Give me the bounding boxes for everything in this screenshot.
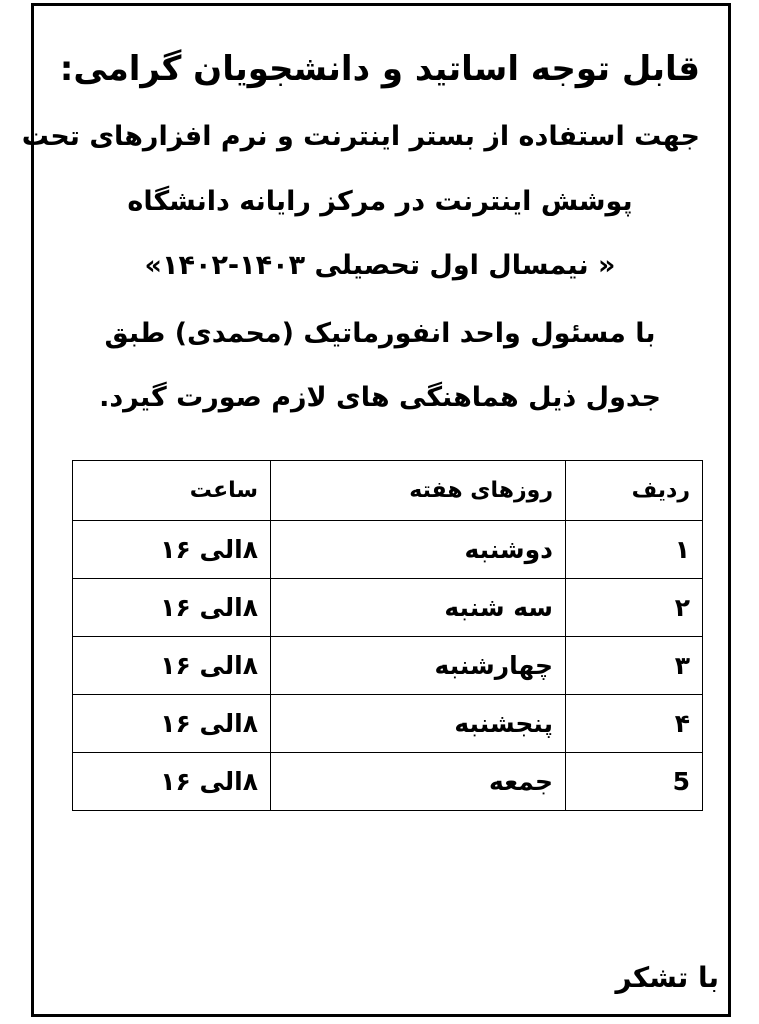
notice-title: قابل توجه اساتید و دانشجویان گرامی:: [59, 49, 700, 89]
notice-line-5: جدول ذیل هماهنگی های لازم صورت گیرد.: [99, 382, 661, 413]
header-hours: ساعت: [73, 461, 271, 521]
row-hours: ۸الی ۱۶: [73, 753, 271, 811]
header-weekdays: روزهای هفته: [271, 461, 566, 521]
row-day: سه شنبه: [271, 579, 566, 637]
table-row: [73, 579, 703, 637]
row-day: جمعه: [271, 753, 566, 811]
row-day: پنجشنبه: [271, 695, 566, 753]
table-row: [73, 637, 703, 695]
row-hours: ۸الی ۱۶: [73, 695, 271, 753]
row-number: ۱: [566, 521, 703, 579]
notice-line-2: پوشش اینترنت در مرکز رایانه دانشگاه: [127, 186, 633, 217]
row-hours: ۸الی ۱۶: [73, 521, 271, 579]
row-day: چهارشنبه: [271, 637, 566, 695]
table-header-row: [73, 461, 703, 521]
schedule-table: [72, 460, 703, 811]
row-number: ۳: [566, 637, 703, 695]
notice-line-4: با مسئول واحد انفورماتیک (محمدی) طبق: [104, 318, 656, 349]
closing-thanks: با تشکر: [615, 961, 719, 994]
row-day: دوشنبه: [271, 521, 566, 579]
row-number: ۲: [566, 579, 703, 637]
row-hours: ۸الی ۱۶: [73, 579, 271, 637]
table-row: [73, 695, 703, 753]
row-number: 5: [566, 753, 703, 811]
table-row: [73, 521, 703, 579]
row-hours: ۸الی ۱۶: [73, 637, 271, 695]
row-number: ۴: [566, 695, 703, 753]
notice-line-1: جهت استفاده از بستر اینترنت و نرم افزارهای تحت: [21, 121, 700, 152]
header-row-number: ردیف: [566, 461, 703, 521]
notice-line-3: « نیمسال اول تحصیلی ۱۴۰۳-۱۴۰۲»: [144, 250, 616, 281]
table-row: [73, 753, 703, 811]
